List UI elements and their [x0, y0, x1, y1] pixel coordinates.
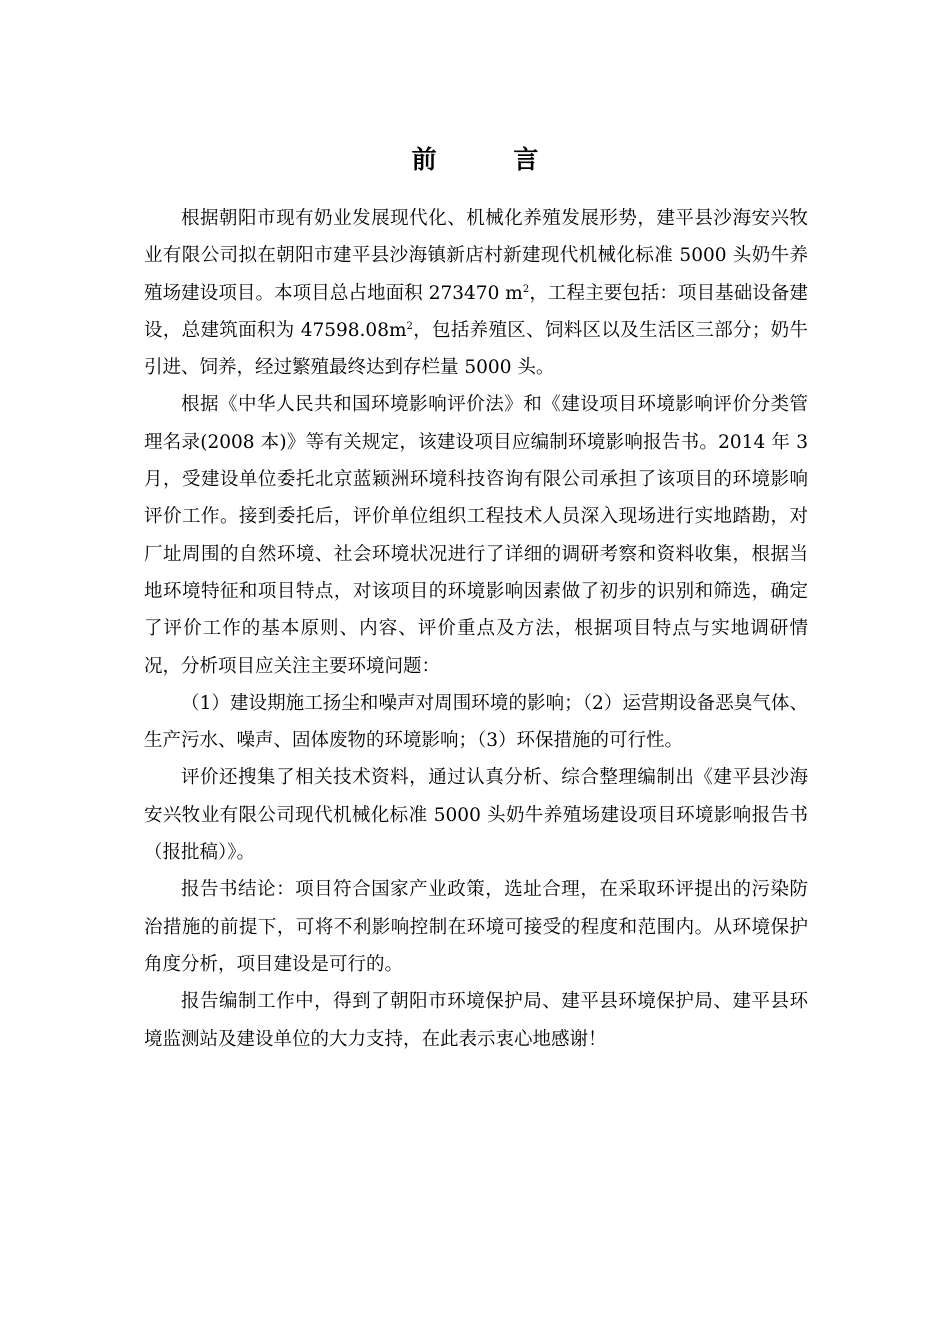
paragraph-report-compilation: 评价还搜集了相关技术资料，通过认真分析、综合整理编制出《建平县沙海安兴牧业有限公司现代机械化标准 5000 头奶牛养殖场建设项目环境影响报告书（报批稿）》。: [144, 767, 808, 864]
paragraph-key-issues: （1）建设期施工扬尘和噪声对周围环境的影响；（2）运营期设备恶臭气体、生产污水、噪声、固体废物的环境影响；（3）环保措施的可行性。: [144, 692, 808, 752]
page-title: 前 言: [411, 145, 573, 174]
area-unit-superscript: 2: [522, 283, 530, 295]
paragraph-project-overview: [144, 200, 808, 386]
paragraph-assessment-process: 根据《中华人民共和国环境影响评价法》和《建设项目环境影响评价分类管理名录(2008 本)》等有关规定，该建设项目应编制环境影响报告书。2014 年 3 月，受建设单位委托北京蓝颖洲环境科技咨询有限公司承担了该项目的环境影响评价工作。接到委托后，评价单位组织工程技术人员深入现场进行实地踏勘，对厂址周围的自然环境、社会环境状况进行了详细的调研考察和资料收集，根据当地环境特征和项目特点，对该项目的环境影响因素做了初步的识别和筛选，确定了评价工作的基本原则、内容、评价重点及方法，根据项目特点与实地调研情况，分析项目应关注主要环境问题：: [144, 394, 808, 677]
overview-text-part-2: ，工程主要包括：项目基础设备建设，总建筑面积为 47598.08m: [144, 282, 808, 341]
paragraph-conclusion: 报告书结论：项目符合国家产业政策，选址合理，在采取环评提出的污染防治措施的前提下，可将不利影响控制在环境可接受的程度和范围内。从环境保护角度分析，项目建设是可行的。: [144, 879, 808, 975]
document-body: [144, 200, 808, 1058]
area-unit-superscript: 2: [406, 320, 413, 332]
overview-text-part-3: ，包括养殖区、饲料区以及生活区三部分；奶牛引进、饲养，经过繁殖最终达到存栏量 5000 头。: [144, 319, 808, 379]
paragraph-acknowledgement: 报告编制工作中，得到了朝阳市环境保护局、建平县环境保护局、建平县环境监测站及建设单位的大力支持，在此表示衷心地感谢！: [144, 991, 808, 1050]
overview-text-part-1: 根据朝阳市现有奶业发展现代化、机械化养殖发展形势，建平县沙海安兴牧业有限公司拟在朝阳市建平县沙海镇新店村新建现代机械化标准 5000 头奶牛养殖场建设项目。本项目总占地面积 273470 m: [144, 208, 808, 304]
